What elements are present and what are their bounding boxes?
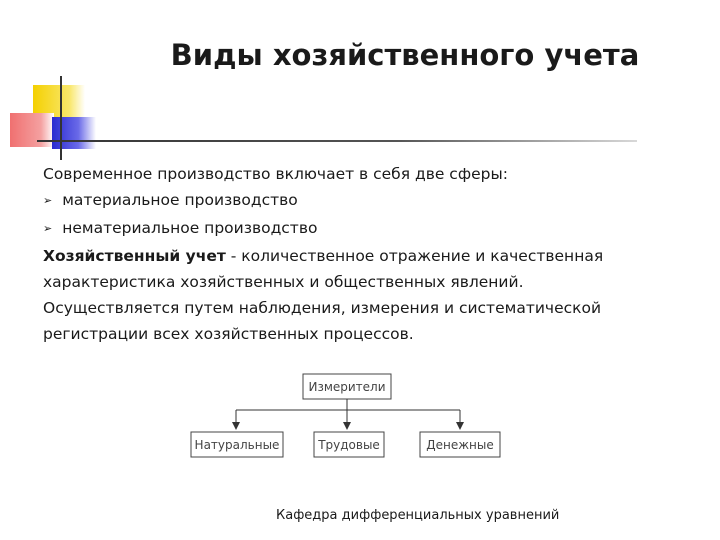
- intro-text: Современное производство включает в себя две сферы:: [43, 165, 508, 183]
- child-node-money: [420, 432, 500, 457]
- arrow-bullet-icon: ➢: [43, 194, 53, 207]
- definition-line: Хозяйственный учет - количественное отражение и качественная: [43, 247, 604, 265]
- body-line: характеристика хозяйственных и общественных явлений.: [43, 273, 524, 291]
- child-node-labor: [314, 432, 384, 457]
- root-node: [303, 374, 391, 399]
- arrow-bullet-icon: ➢: [43, 222, 53, 235]
- body-line: регистрации всех хозяйственных процессов.: [43, 325, 414, 343]
- child-node-label: Денежные: [426, 438, 494, 452]
- slide-title: Виды хозяйственного учета: [170, 38, 640, 72]
- child-node-natural: [191, 432, 283, 457]
- child-node-label: Трудовые: [318, 438, 380, 452]
- root-node-label: Измерители: [308, 380, 386, 394]
- footer-text: Кафедра дифференциальных уравнений: [276, 508, 560, 523]
- bullet-item: ➢ материальное производство: [43, 191, 298, 209]
- definition-term: Хозяйственный учет: [43, 247, 226, 265]
- bullet-item: ➢ нематериальное производство: [43, 219, 318, 237]
- child-node-label: Натуральные: [194, 438, 280, 452]
- connector-lines: [236, 399, 460, 426]
- body-line: Осуществляется путем наблюдения, измерения и систематической: [43, 299, 602, 317]
